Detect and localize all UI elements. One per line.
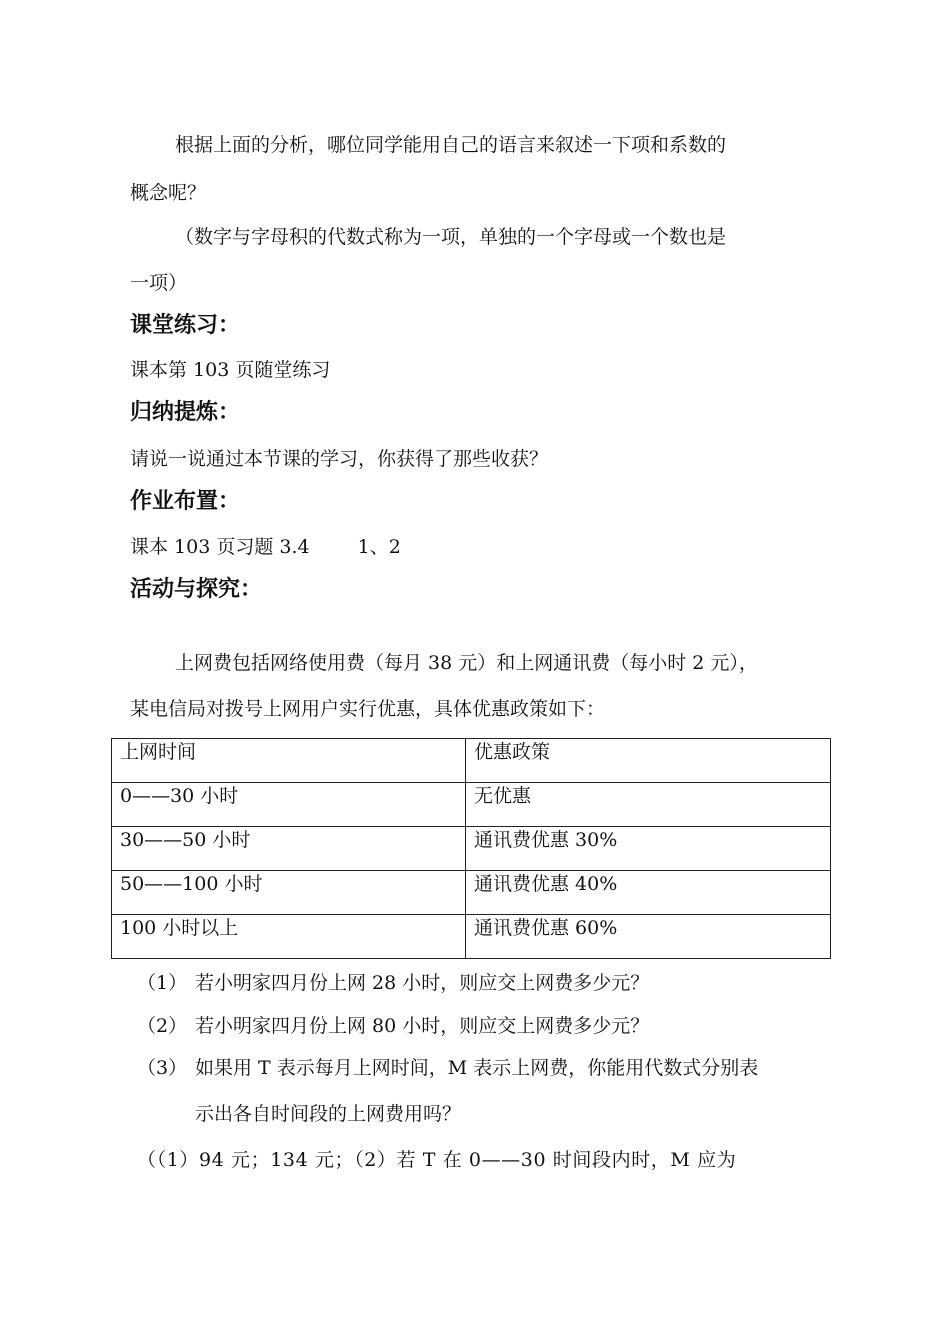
table-cell-time: 0——30 小时	[112, 783, 466, 827]
summary-heading: 归纳提炼：	[130, 400, 241, 425]
table-cell-policy: 通讯费优惠 60%	[466, 915, 831, 959]
table-row	[112, 915, 831, 959]
question-3	[137, 1056, 758, 1080]
table-cell-policy: 无优惠	[466, 783, 831, 827]
answer-line: （（1）94 元；134 元；（2）若 T 在 0——30 时间段内时，M 应为	[137, 1149, 737, 1171]
table-row	[112, 871, 831, 915]
homework-items: 1、2	[357, 536, 401, 558]
table-header-cell: 优惠政策	[466, 739, 831, 783]
question-number: （3）	[137, 1057, 188, 1079]
homework-heading: 作业布置：	[130, 489, 241, 514]
table-header-cell: 上网时间	[112, 739, 466, 783]
activity-para-line-2: 某电信局对拨号上网用户实行优惠，具体优惠政策如下：	[130, 698, 606, 720]
intro-line-2: 概念呢？	[130, 182, 207, 204]
question-2	[137, 1014, 649, 1038]
summary-text: 请说一说通过本节课的学习，你获得了那些收获？	[130, 448, 549, 470]
question-text: 若小明家四月份上网 80 小时，则应交上网费多少元？	[195, 1015, 650, 1037]
activity-heading: 活动与探究：	[130, 577, 263, 602]
question-text: 如果用 T 表示每月上网时间，M 表示上网费，你能用代数式分别表	[195, 1057, 759, 1079]
discount-policy-table	[111, 738, 831, 959]
practice-text: 课本第 103 页随堂练习	[130, 359, 331, 381]
intro-line-3: （数字与字母积的代数式称为一项，单独的一个字母或一个数也是	[175, 226, 727, 248]
table-cell-time: 50——100 小时	[112, 871, 466, 915]
homework-line	[130, 535, 401, 559]
question-number: （2）	[137, 1015, 188, 1037]
activity-para-line-1: 上网费包括网络使用费（每月 38 元）和上网通讯费（每小时 2 元），	[175, 652, 758, 674]
homework-text: 课本 103 页习题 3.4	[130, 536, 310, 558]
table-cell-policy: 通讯费优惠 30%	[466, 827, 831, 871]
table-header-row	[112, 739, 831, 783]
table-cell-policy: 通讯费优惠 40%	[466, 871, 831, 915]
question-1	[137, 971, 649, 995]
table-row	[112, 783, 831, 827]
question-text: 若小明家四月份上网 28 小时，则应交上网费多少元？	[195, 972, 650, 994]
question-3-continuation: 示出各自时间段的上网费用吗？	[195, 1103, 462, 1125]
question-number: （1）	[137, 972, 188, 994]
table-cell-time: 100 小时以上	[112, 915, 466, 959]
intro-line-1: 根据上面的分析，哪位同学能用自己的语言来叙述一下项和系数的	[175, 134, 727, 156]
table-cell-time: 30——50 小时	[112, 827, 466, 871]
table-row	[112, 827, 831, 871]
intro-line-4: 一项）	[130, 272, 188, 294]
practice-heading: 课堂练习：	[130, 313, 241, 338]
